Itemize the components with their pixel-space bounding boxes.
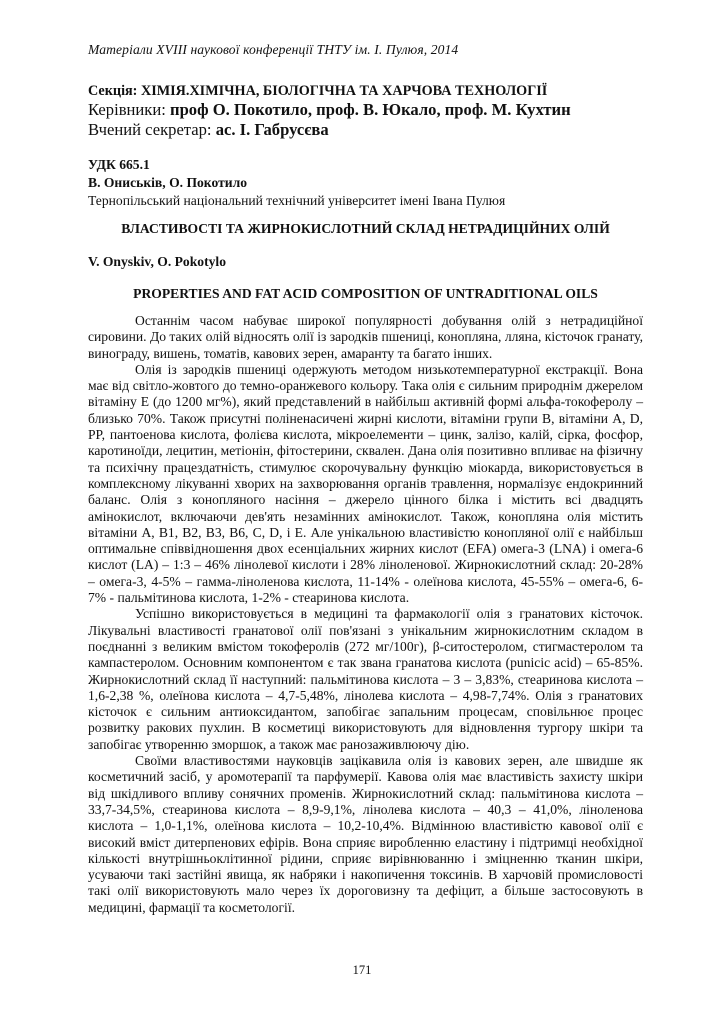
body-paragraph: Олія із зародків пшениці одержують методом низькотемпературної екстракції. Вона має від світло-жовтого до темно-оранжевого кольору. Така олія є сильним природнім джерелом вітаміну Е (до 1200 мг%), який представлений в найбільш активній формі альфа-токоферолу – близько 70%. Також присутні поліненасичені жирні кислоти, вітаміни групи В, вітаміни А, D, PP, пантоенова кислота, фолієва кислота, мікроелементи – цинк, залізо, калій, сірка, фосфор, каротиноїди, лецитин, метіонін, фітостерини, сквален. Дана олія позитивно впливає на фізичну та психічну працездатність, стимулює скорочувальну функцію міокарда, використовується в комплексному лікуванні хворих на захворювання органів травлення, нормалізує ендокринний баланс. Олія з конопляного насіння – джерело цінного білка і містить всі двадцять амінокислот, включаючи дев'ять незамінних амінокислот. Також, конопляна олія містить вітаміни А, В1, В2, В3, В6, С, D, і Е. Але унікальною властивістю конопляної олії є найбільш оптимальне співвідношення двох есенціальних жирних кислот (EFA) омега-3 (LNA) і омега-6 кислот (LA) – 1:3 – 46% лінолевої кислоти і 28% ліноленової. Жирнокислотний склад: 20-28% – омега-3, 4-5% – гамма-ліноленова кислота, 11-14% - олеїнова кислота, 45-55% – омега-6, 6-7% - пальмітинова кислота, 1-2% - стеаринова кислота. — [88, 361, 643, 606]
article-title-en: PROPERTIES AND FAT ACID COMPOSITION OF UNTRADITIONAL OILS — [133, 286, 598, 301]
authors-en: V. Onyskiv, O. Pokotylo — [88, 254, 226, 269]
heads-label: Керівники: — [88, 100, 171, 119]
secretary-line — [88, 120, 643, 140]
heads-line — [88, 100, 643, 120]
body-paragraph: Останнім часом набуває широкої популярності добування олій з нетрадиційної сировини. До таких олій відносять олії із зародків пшениці, конопляна, лляна, кісточок гранату, винограду, вишень, томатів, кавових зерен, амаранту та багато інших. — [88, 313, 643, 361]
section-name: ХІМІЯ.ХІМІЧНА, БІОЛОГІЧНА ТА ХАРЧОВА ТЕХНОЛОГІЇ — [140, 83, 548, 99]
secretary-label: Вчений секретар: — [88, 120, 216, 139]
body-paragraph: Своїми властивостями науковців зацікавила олія із кавових зерен, але швидше як косметичний засіб, у аромотерапії та парфумерії. Кавова олія має властивість захисту шкіри від шкідливого впливу сонячних променів. Жирнокислотний склад: пальмітинова кислота – 33,7-34,5%, стеаринова кислота – 8,9-9,1%, лінолева кислота – 40,3 – 41,0%, ліноленова кислота – 1,0-1,1%, олеїнова кислота – 10,2-10,4%. Відмінною властивістю кавової олії є високий вміст дитерпенових ефірів. Вона сприяє виробленню еластину і підтримці необхідної кількості внутрішньоклітинної рідини, сприяє вирівнюванню і зміцненню тканин шкіри, усуваючи такі застійні явища, як набряки і накопичення токсинів. В харчовій промисловості такі олії використовують мало через їх дороговизну та дефіцит, а більше застосовують в медицині, фармації та косметології. — [88, 753, 643, 915]
authors-ua: В. Ониськів, О. Покотило — [88, 175, 248, 190]
section-line — [88, 82, 643, 100]
article-body — [88, 313, 643, 916]
udk-code: УДК 665.1 — [88, 157, 150, 172]
section-info — [88, 82, 643, 140]
affiliation: Тернопільський національний технічний університет імені Івана Пулюя — [88, 193, 506, 208]
article-title-ua: ВЛАСТИВОСТІ ТА ЖИРНОКИСЛОТНИЙ СКЛАД НЕТРАДИЦІЙНИХ ОЛІЙ — [121, 221, 610, 236]
section-label: Секція: — [88, 83, 141, 99]
body-paragraph: Успішно використовується в медицині та фармакології олія з гранатових кісточок. Лікувальні властивості гранатової олії пов'язані з унікальним жирнокислотним складом в поєднанні з великим вмістом токоферолів (272 мг/100г), β-ситостеролом, стигмастеролом та кампастеролом. Основним компонентом є так звана гранатова кислота (punicic acid) – 65-85%. Жирнокислотний склад її наступний: пальмітинова кислота – 3 – 3,83%, стеаринова кислота – 1,6-2,38 %, олеїнова кислота – 4,7-5,48%, лінолева кислота – 4,98-7,74%. Олія з гранатових кісточок є сильним антиоксидантом, запобігає запальним процесам, сповільнює процес розвитку ракових пухлин. В косметиці використовують для відновлення тургору шкіри та запобігає утворенню зморшок, а також має ранозаживлюючу дію. — [88, 606, 643, 752]
conference-header: Матеріали XVIII наукової конференції ТНТУ ім. І. Пулюя, 2014 — [88, 42, 459, 57]
heads-names: проф О. Покотило, проф. В. Юкало, проф. М. Кухтин — [170, 100, 571, 119]
secretary-name: ас. І. Габрусєва — [215, 120, 329, 139]
page-number: 171 — [352, 963, 372, 977]
